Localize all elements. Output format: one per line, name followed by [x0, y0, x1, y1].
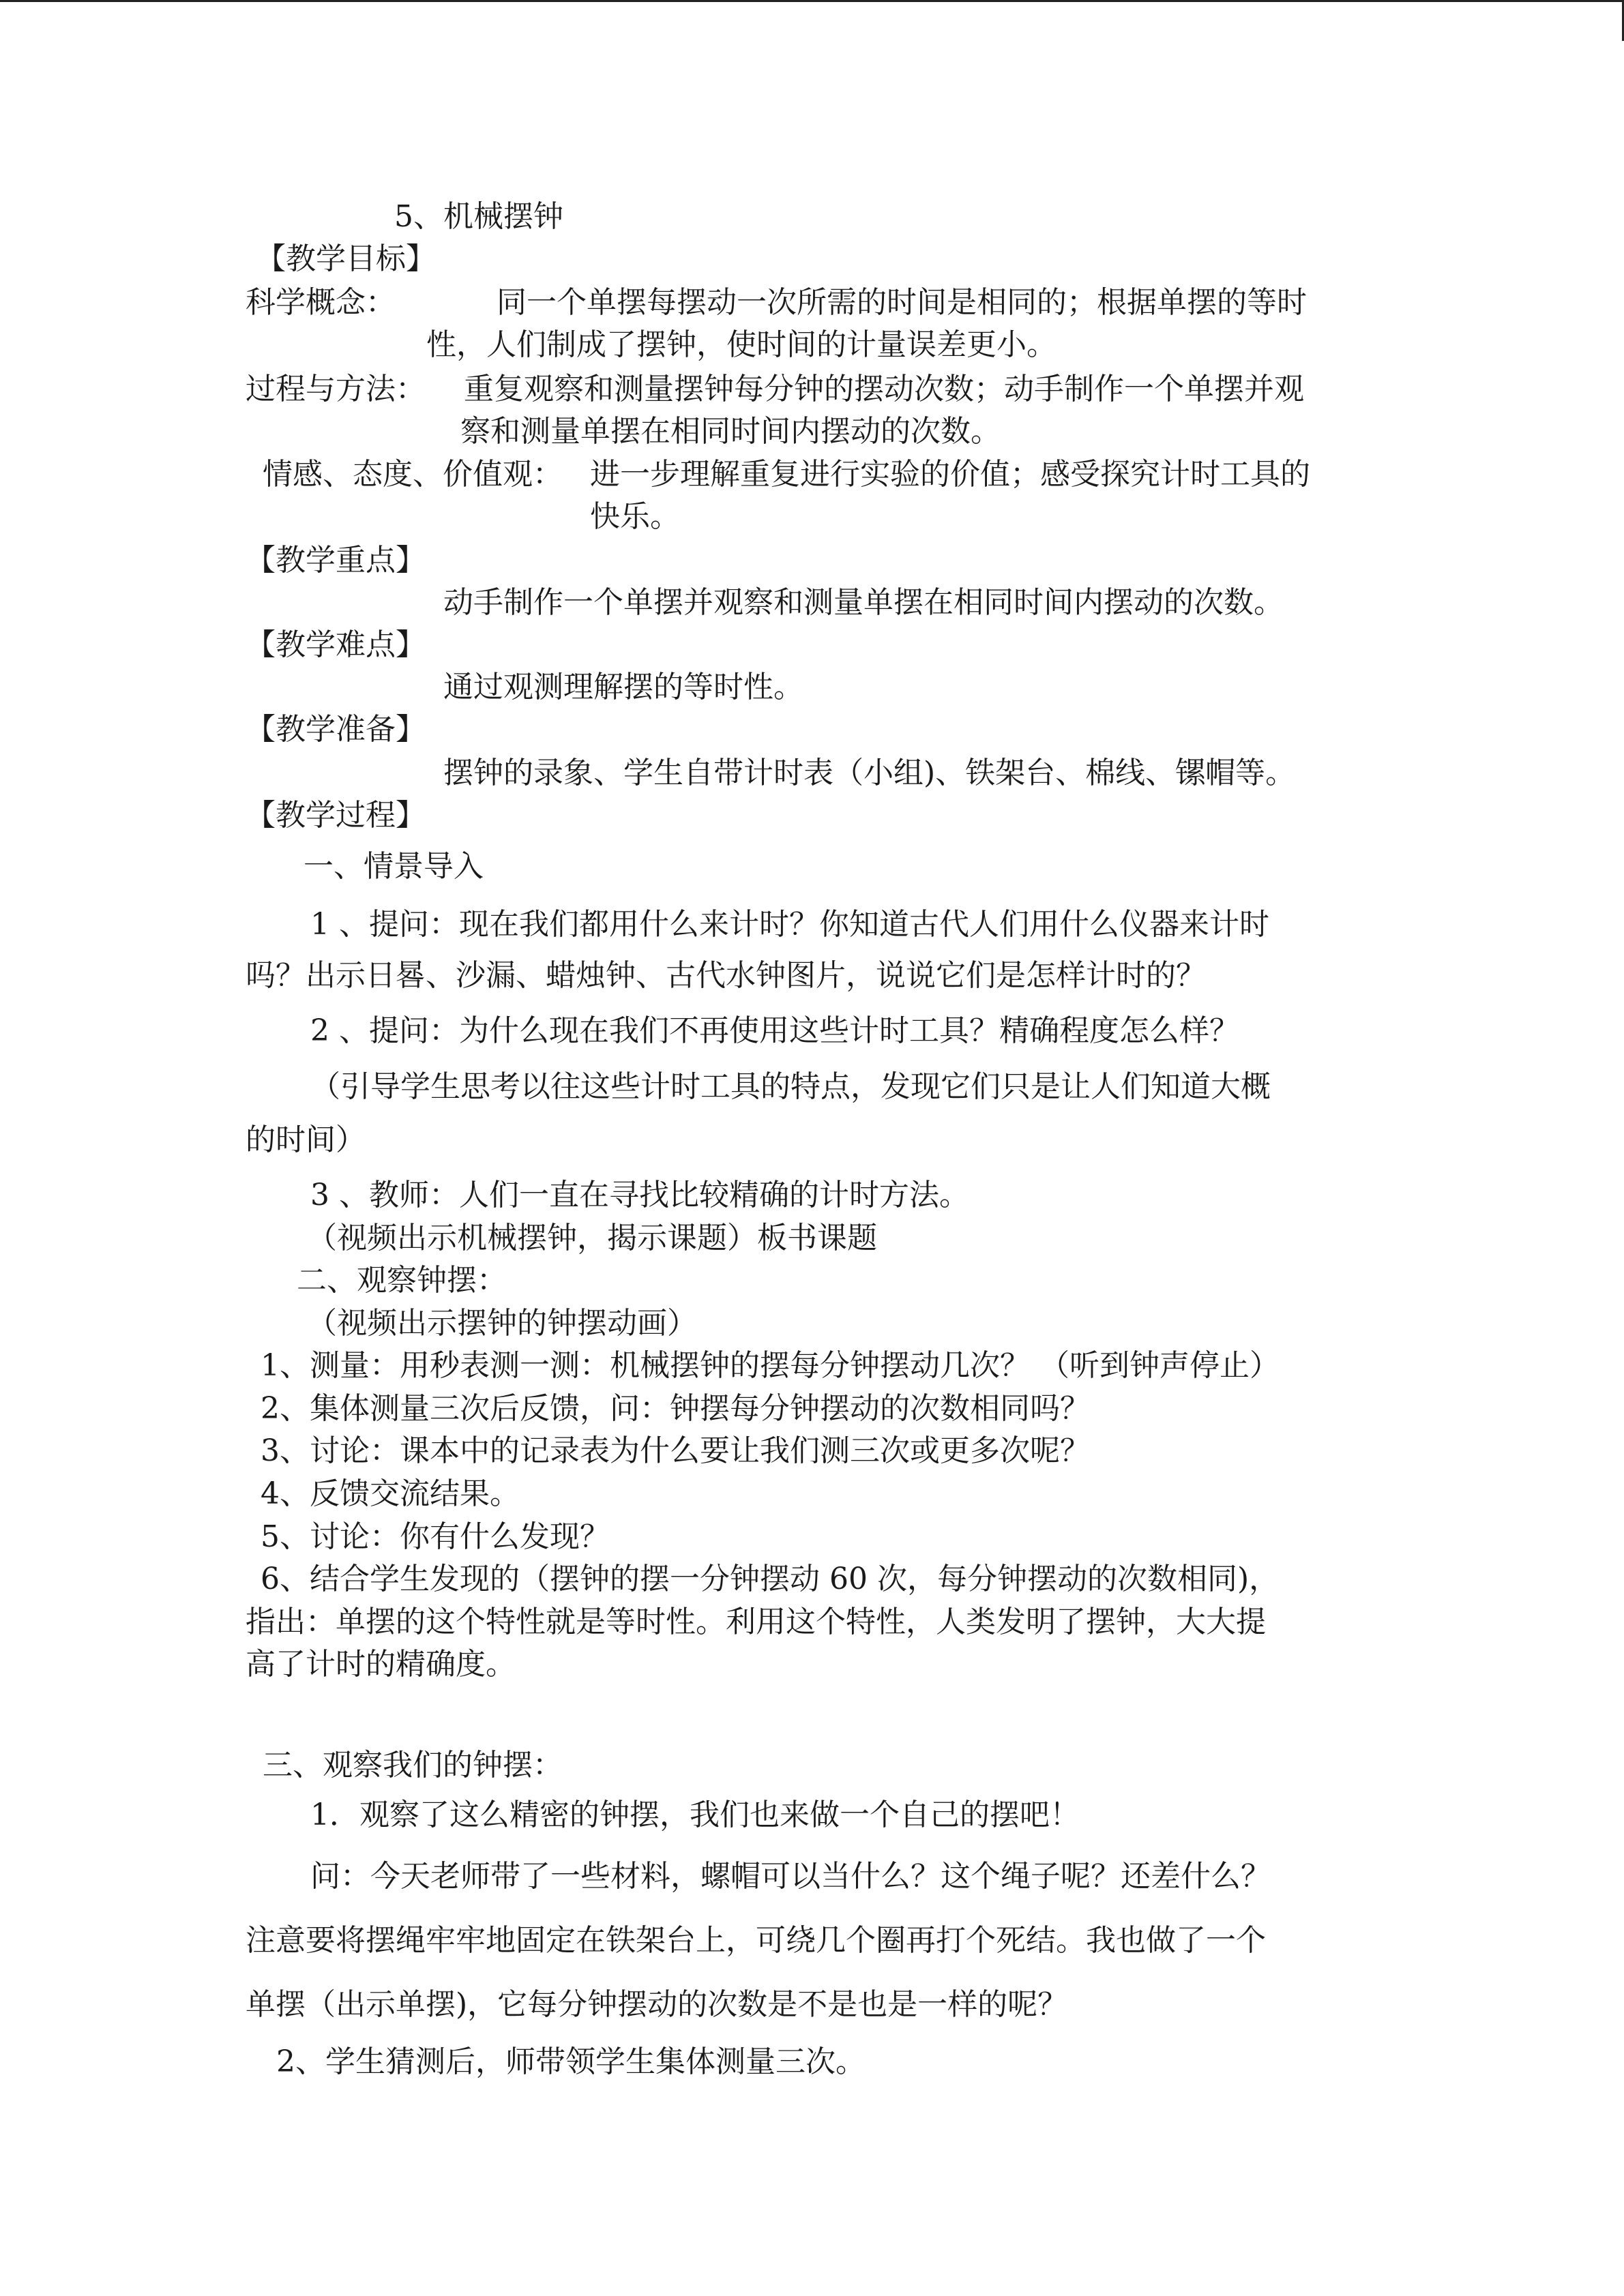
prep-text: 摆钟的录象、学生自带计时表（小组)、铁架台、棉线、镙帽等。: [443, 756, 1296, 790]
section-1-para-1-line-2: 吗？出示日晷、沙漏、蜡烛钟、古代水钟图片，说说它们是怎样计时的？: [246, 958, 1206, 993]
section-1-para-3-line-1: （引导学生思考以往这些计时工具的特点，发现它们只是让人们知道大概: [310, 1069, 1271, 1104]
emotion-text-line-2: 快乐。: [590, 499, 680, 534]
section-2-item-2: 2、集体测量三次后反馈，问：钟摆每分钟摆动的次数相同吗？: [261, 1391, 1090, 1426]
section-2-item-4: 4、反馈交流结果。: [261, 1476, 520, 1511]
section-2-intro: （视频出示摆钟的钟摆动画）: [307, 1306, 697, 1341]
section-3-item-1: 1．观察了这么精密的钟摆，我们也来做一个自己的摆吧！: [310, 1798, 1080, 1832]
concept-text-line-2: 性，人们制成了摆钟，使时间的计量误差更小。: [426, 327, 1057, 362]
process-text-line-2: 察和测量单摆在相同时间内摆动的次数。: [460, 414, 1001, 449]
key-text: 动手制作一个单摆并观察和测量单摆在相同时间内摆动的次数。: [443, 585, 1284, 620]
prep-heading: 【教学准备】: [246, 712, 426, 747]
concept-label: 科学概念：: [246, 285, 396, 320]
section-2-item-3: 3、讨论：课本中的记录表为什么要让我们测三次或更多次呢？: [261, 1433, 1090, 1468]
section-2-item-6-line-1: 6、结合学生发现的（摆钟的摆一分钟摆动 60 次，每分钟摆动的次数相同)，: [261, 1562, 1280, 1596]
section-1-heading: 一、情景导入: [304, 849, 484, 884]
section-1-para-4: 3 、教师：人们一直在寻找比较精确的计时方法。: [310, 1178, 969, 1212]
section-2-item-5: 5、讨论：你有什么发现？: [261, 1519, 610, 1554]
section-3-para-line-3: 单摆（出示单摆)，它每分钟摆动的次数是不是也是一样的呢？: [246, 1987, 1068, 2022]
concept-text-line-1: 同一个单摆每摆动一次所需的时间是相同的；根据单摆的等时: [497, 285, 1307, 320]
section-3-para-line-2: 注意要将摆绳牢牢地固定在铁架台上，可绕几个圈再打个死结。我也做了一个: [246, 1923, 1266, 1958]
difficulty-heading: 【教学难点】: [246, 627, 426, 662]
section-3-para-line-1: 问：今天老师带了一些材料，螺帽可以当什么？这个绳子呢？还差什么？: [310, 1859, 1271, 1894]
section-3-item-2: 2、学生猜测后，师带领学生集体测量三次。: [276, 2044, 866, 2079]
section-1-para-3-line-2: 的时间）: [246, 1122, 366, 1157]
difficulty-text: 通过观测理解摆的等时性。: [443, 670, 803, 704]
section-2-item-6-line-3: 高了计时的精确度。: [246, 1647, 516, 1682]
section-2-item-6-line-2: 指出：单摆的这个特性就是等时性。利用这个特性，人类发明了摆钟，大大提: [246, 1605, 1266, 1639]
section-2-heading: 二、观察钟摆：: [297, 1263, 507, 1298]
lesson-title: 5、机械摆钟: [394, 199, 563, 234]
key-heading: 【教学重点】: [246, 543, 426, 578]
emotion-text-line-1: 进一步理解重复进行实验的价值；感受探究计时工具的: [590, 457, 1310, 492]
process-text-line-1: 重复观察和测量摆钟每分钟的摆动次数；动手制作一个单摆并观: [464, 372, 1304, 406]
process-label: 过程与方法：: [246, 372, 426, 406]
emotion-label: 情感、态度、价值观：: [263, 457, 563, 492]
section-1-para-5: （视频出示机械摆钟，揭示课题）板书课题: [307, 1221, 877, 1255]
section-1-para-2: 2 、提问：为什么现在我们不再使用这些计时工具？精确程度怎么样？: [310, 1013, 1239, 1048]
process-heading: 【教学过程】: [246, 798, 426, 833]
section-1-para-1-line-1: 1 、提问：现在我们都用什么来计时？你知道古代人们用什么仪器来计时: [310, 907, 1269, 942]
section-3-heading: 三、观察我们的钟摆：: [263, 1748, 563, 1783]
section-2-item-1: 1、测量：用秒表测一测：机械摆钟的摆每分钟摆动几次？ （听到钟声停止）: [261, 1348, 1280, 1383]
objectives-heading: 【教学目标】: [256, 241, 436, 276]
